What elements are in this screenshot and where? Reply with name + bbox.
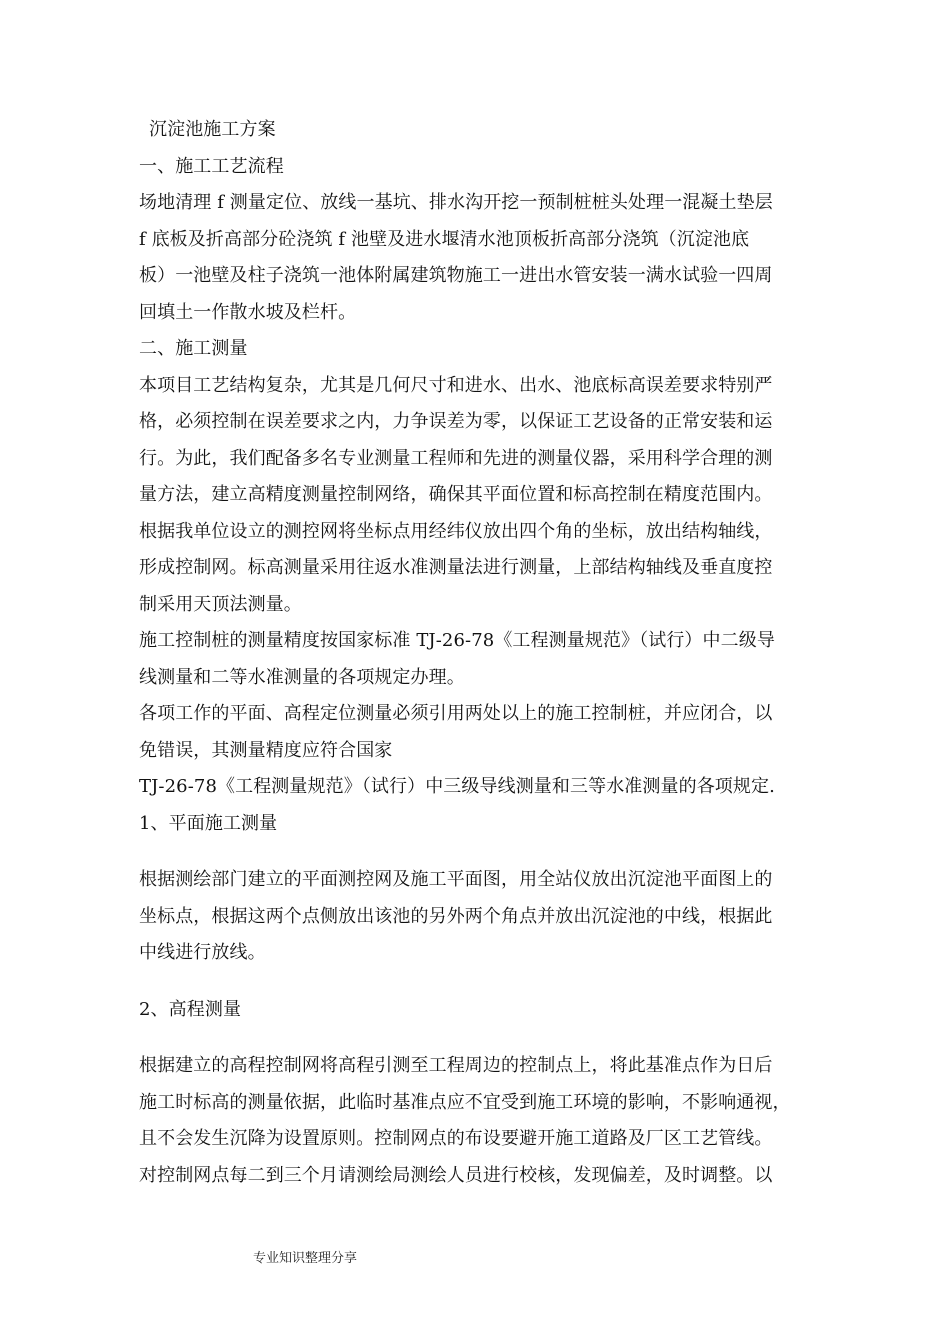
paragraph-line: 中线进行放线。 [139,942,266,963]
paragraph-line: 对控制网点每二到三个月请测绘局测绘人员进行校核，发现偏差，及时调整。以 [139,1164,773,1186]
section-heading-process: 一、施工工艺流程 [139,155,284,177]
section-heading-survey: 二、施工测量 [139,338,248,359]
paragraph-line: 量方法，建立高精度测量控制网络，确保其平面位置和标高控制在精度范围内。 [139,484,773,505]
paragraph-line: 行。为此，我们配备多名专业测量工程师和先进的测量仪器，采用科学合理的测 [139,447,773,469]
paragraph-line: 施工时标高的测量依据，此临时基准点应不宜受到施工环境的影响，不影响通视， [139,1091,791,1113]
paragraph-line: 形成控制网。标高测量采用往返水准测量法进行测量，上部结构轴线及垂直度控 [139,557,773,578]
paragraph-line: TJ-26-78《工程测量规范》（试行）中三级导线测量和三等水准测量的各项规定. [139,776,775,797]
paragraph-line: 本项目工艺结构复杂，尤其是几何尺寸和进水、出水、池底标高误差要求特别严 [139,374,773,396]
paragraph-line: 板）一池壁及柱子浇筑一池体附属建筑物施工一进出水管安装一满水试验一四周 [139,265,773,286]
document-title: 沉淀池施工方案 [149,119,276,140]
paragraph-line: 回填土一作散水坡及栏杆。 [139,301,357,323]
paragraph-line: 线测量和二等水准测量的各项规定办理。 [139,666,465,688]
spacer [139,1028,819,1048]
spacer [139,842,819,862]
paragraph-line: 格，必须控制在误差要求之内，力争误差为零，以保证工艺设备的正常安装和运 [139,411,773,432]
document-body [139,112,819,1194]
page-footer: 专业知识整理分享 [253,1251,358,1266]
paragraph-line: 场地清理 f 测量定位、放线一基坑、排水沟开挖一预制桩桩头处理一混凝土垫层 [139,192,773,213]
paragraph-line: 免错误，其测量精度应符合国家 [139,739,393,761]
paragraph-line: 根据建立的高程控制网将高程引测至工程周边的控制点上，将此基准点作为日后 [139,1055,773,1076]
paragraph-line: 且不会发生沉降为设置原则。控制网点的布设要避开施工道路及厂区工艺管线。 [139,1128,773,1149]
subsection-heading-plane: 1、平面施工测量 [139,812,278,834]
subsection-heading-elevation: 2、高程测量 [139,998,242,1020]
paragraph-line: 坐标点，根据这两个点侧放出该池的另外两个角点并放出沉淀池的中线，根据此 [139,905,773,927]
paragraph-line: 制采用天顶法测量。 [139,593,302,615]
paragraph-line: 根据测绘部门建立的平面测控网及施工平面图，用全站仪放出沉淀池平面图上的 [139,869,773,890]
paragraph-line: f 底板及折高部分砼浇筑 f 池壁及进水堰清水池顶板折高部分浇筑（沉淀池底 [139,228,750,250]
paragraph-line: 根据我单位设立的测控网将坐标点用经纬仪放出四个角的坐标，放出结构轴线， [139,520,773,542]
paragraph-line: 施工控制桩的测量精度按国家标准 TJ-26-78《工程测量规范》（试行）中二级导 [139,630,775,651]
paragraph-line: 各项工作的平面、高程定位测量必须引用两处以上的施工控制桩，并应闭合，以 [139,703,773,724]
spacer [139,972,819,992]
